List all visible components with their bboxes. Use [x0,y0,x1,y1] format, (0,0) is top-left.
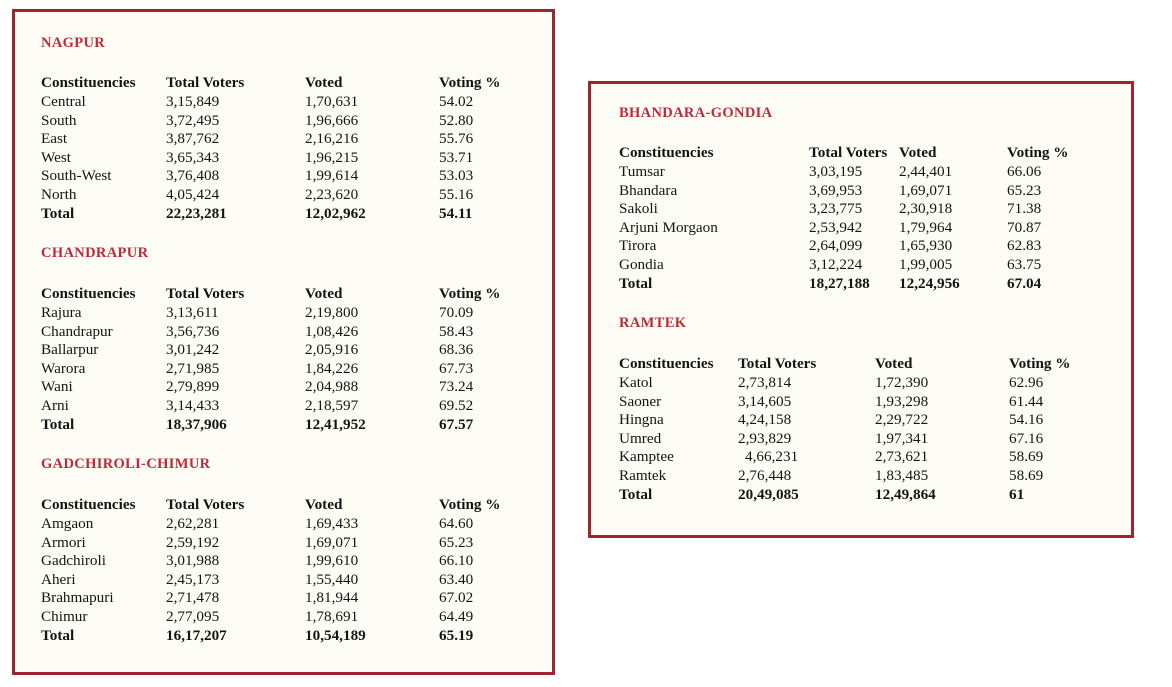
cell-constituency: Bhandara [619,181,678,199]
cell-voting-pct: 66.10 [439,552,474,570]
table-row [619,430,1089,449]
col-header-constituencies: Constituencies [619,144,714,161]
section-nagpur [41,35,519,223]
col-header-voting-pct: Voting % [439,285,501,302]
cell-total-voters: 22,23,281 [166,204,227,222]
table-row [41,552,519,571]
cell-constituency: Hingna [619,411,664,429]
cell-constituency: Tumsar [619,163,665,180]
cell-voting-pct: 54.16 [1009,411,1044,429]
table-row [619,200,1087,219]
cell-constituency: Ballarpur [41,341,99,359]
cell-total-label: Total [41,204,75,222]
cell-total-label: Total [41,626,75,644]
cell-voted: 1,65,930 [899,237,953,255]
cell-voting-pct: 58.43 [439,322,474,340]
cell-constituency: Arni [41,396,69,414]
table-row [619,374,1089,393]
table-total-row [41,205,519,224]
cell-voting-pct: 52.80 [439,111,474,129]
table-header-row [619,142,1087,163]
cell-constituency: Brahmapuri [41,589,114,607]
cell-voting-pct: 65.19 [439,626,474,644]
cell-constituency: Chandrapur [41,322,113,340]
cell-constituency: Katol [619,374,653,391]
cell-voted: 1,96,666 [305,111,359,129]
cell-voted: 1,99,614 [305,167,359,185]
cell-voting-pct: 67.73 [439,359,474,377]
section-heading-gadchiroli-chimur: GADCHIROLI-CHIMUR [41,456,211,472]
cell-constituency: Amgaon [41,515,94,532]
cell-voted: 2,04,988 [305,378,359,396]
cell-constituency: Umred [619,429,662,447]
table-row [41,360,519,379]
table-total-row [619,275,1087,294]
table-row [41,515,519,534]
section-chandrapur [41,245,519,434]
cell-total-voters: 2,71,478 [166,589,220,607]
cell-voting-pct: 67.02 [439,589,474,607]
cell-constituency: Aheri [41,570,76,588]
col-header-total-voters: Total Voters [166,285,245,302]
cell-total-voters: 4,05,424 [166,185,220,203]
cell-voted: 1,08,426 [305,322,359,340]
col-header-constituencies: Constituencies [41,496,136,513]
cell-constituency: Sakoli [619,200,658,218]
col-header-total-voters: Total Voters [809,144,888,161]
cell-voted: 2,18,597 [305,396,359,414]
cell-voting-pct: 58.69 [1009,448,1044,466]
cell-voting-pct: 69.52 [439,396,474,414]
section-heading-ramtek: RAMTEK [619,315,687,331]
table-row [41,341,519,360]
cell-total-voters: 3,03,195 [809,163,863,180]
cell-total-voters: 3,14,605 [738,392,792,410]
col-header-voted: Voted [305,496,343,513]
cell-voting-pct: 67.57 [439,415,474,433]
cell-total-voters: 4,24,158 [738,411,792,429]
table-row [41,186,519,205]
cell-voting-pct: 53.03 [439,167,474,185]
cell-voting-pct: 62.96 [1009,374,1044,391]
cell-voting-pct: 64.60 [439,515,474,532]
cell-total-voters: 3,14,433 [166,396,220,414]
section-heading-bhandara-gondia: BHANDARA-GONDIA [619,105,773,121]
cell-total-voters: 3,01,988 [166,552,220,570]
table-row [619,163,1087,182]
col-header-constituencies: Constituencies [619,355,714,372]
table-row [41,130,519,149]
col-header-total-voters: Total Voters [166,496,245,513]
table-row [619,256,1087,275]
cell-constituency: East [41,130,68,148]
table-ramtek [619,353,1089,504]
cell-total-voters: 3,65,343 [166,148,220,166]
cell-voted: 12,02,962 [305,204,366,222]
cell-total-voters: 3,13,611 [166,304,219,321]
table-row [619,219,1087,238]
cell-voting-pct: 54.02 [439,93,474,110]
cell-total-voters: 2,64,099 [809,237,863,255]
cell-total-voters: 3,56,736 [166,322,220,340]
cell-total-voters: 18,37,906 [166,415,227,433]
section-bhandara-gondia [619,105,1087,293]
cell-voted: 1,81,944 [305,589,359,607]
cell-voted: 1,96,215 [305,148,359,166]
cell-total-voters: 2,45,173 [166,570,220,588]
col-header-voting-pct: Voting % [1007,144,1069,161]
table-header-row [41,494,519,515]
cell-voting-pct: 70.87 [1007,218,1042,236]
col-header-total-voters: Total Voters [738,355,817,372]
col-header-voting-pct: Voting % [439,74,501,91]
cell-total-voters: 3,12,224 [809,255,863,273]
table-row [41,323,519,342]
cell-voting-pct: 68.36 [439,341,474,359]
cell-voting-pct: 67.04 [1007,274,1042,292]
cell-voted: 12,49,864 [875,485,936,503]
cell-voted: 2,73,621 [875,448,929,466]
col-header-voting-pct: Voting % [439,496,501,513]
col-header-voted: Voted [899,144,937,161]
cell-voted: 1,69,433 [305,515,359,532]
table-bhandara-gondia [619,142,1087,293]
cell-total-voters: 2,77,095 [166,607,220,625]
right-panel [588,81,1134,538]
cell-voting-pct: 62.83 [1007,237,1042,255]
col-header-total-voters: Total Voters [166,74,245,91]
cell-total-voters: 2,79,899 [166,378,220,396]
cell-voted: 1,79,964 [899,218,953,236]
col-header-voting-pct: Voting % [1009,355,1071,372]
col-header-voted: Voted [305,285,343,302]
cell-constituency: Warora [41,359,86,377]
table-row [41,149,519,168]
table-header-row [619,353,1089,374]
cell-constituency: West [41,148,71,166]
cell-voting-pct: 70.09 [439,304,474,321]
cell-constituency: Central [41,93,86,110]
table-row [41,608,519,627]
cell-voted: 12,24,956 [899,274,960,292]
cell-total-voters: 3,69,953 [809,181,863,199]
cell-voting-pct: 63.40 [439,570,474,588]
cell-constituency: Chimur [41,607,88,625]
cell-total-label: Total [41,415,75,433]
table-row [41,112,519,131]
cell-voted: 1,99,610 [305,552,359,570]
cell-total-voters: 3,01,242 [166,341,220,359]
cell-voting-pct: 65.23 [1007,181,1042,199]
cell-total-voters: 20,49,085 [738,485,799,503]
cell-constituency: South [41,111,77,129]
section-heading-chandrapur: CHANDRAPUR [41,245,149,261]
cell-constituency: Wani [41,378,73,396]
cell-total-voters: 2,93,829 [738,429,792,447]
cell-voting-pct: 63.75 [1007,255,1042,273]
table-chandrapur [41,283,519,434]
table-row [619,467,1089,486]
table-row [41,534,519,553]
table-row [619,411,1089,430]
cell-voting-pct: 64.49 [439,607,474,625]
cell-voted: 2,30,918 [899,200,953,218]
cell-voted: 1,84,226 [305,359,359,377]
cell-voted: 12,41,952 [305,415,366,433]
cell-constituency: Arjuni Morgaon [619,218,718,236]
cell-voted: 1,83,485 [875,466,929,484]
cell-total-voters: 3,76,408 [166,167,220,185]
cell-voted: 2,23,620 [305,185,359,203]
table-row [619,393,1089,412]
cell-voting-pct: 58.69 [1009,466,1044,484]
cell-total-voters: 2,59,192 [166,533,220,551]
section-ramtek [619,315,1089,504]
table-row [619,237,1087,256]
cell-constituency: Saoner [619,392,662,410]
table-row [41,304,519,323]
cell-total-voters: 4,66,231 [745,448,799,466]
section-gadchiroli-chimur [41,456,519,645]
cell-voted: 1,99,005 [899,255,953,273]
cell-voted: 1,72,390 [875,374,929,391]
cell-constituency: Gondia [619,255,664,273]
table-nagpur [41,72,519,223]
cell-total-voters: 2,73,814 [738,374,792,391]
cell-constituency: Tirora [619,237,657,255]
table-row [41,378,519,397]
table-total-row [619,486,1089,505]
cell-constituency: Armori [41,533,86,551]
cell-voted: 2,44,401 [899,163,953,180]
table-gadchiroli-chimur [41,494,519,645]
table-row [41,93,519,112]
cell-voting-pct: 71.38 [1007,200,1042,218]
cell-total-voters: 16,17,207 [166,626,227,644]
table-total-row [41,416,519,435]
cell-voting-pct: 65.23 [439,533,474,551]
cell-total-voters: 3,72,495 [166,111,220,129]
cell-voting-pct: 54.11 [439,204,473,222]
cell-constituency: Ramtek [619,466,667,484]
table-header-row [41,283,519,304]
cell-voted: 1,69,071 [305,533,359,551]
cell-voted: 2,16,216 [305,130,359,148]
cell-voted: 1,70,631 [305,93,359,110]
cell-voting-pct: 61 [1009,485,1025,503]
cell-constituency: Gadchiroli [41,552,106,570]
cell-total-voters: 3,23,775 [809,200,863,218]
cell-voted: 1,97,341 [875,429,929,447]
cell-total-voters: 2,76,448 [738,466,792,484]
table-row [41,167,519,186]
cell-constituency: Kamptee [619,448,674,466]
cell-constituency: South-West [41,167,112,185]
col-header-voted: Voted [875,355,913,372]
cell-voted: 2,19,800 [305,304,359,321]
cell-voting-pct: 66.06 [1007,163,1042,180]
left-panel [12,9,555,675]
cell-voted: 1,93,298 [875,392,929,410]
table-header-row [41,72,519,93]
col-header-voted: Voted [305,74,343,91]
cell-voted: 1,55,440 [305,570,359,588]
cell-voted: 2,05,916 [305,341,359,359]
section-heading-nagpur: NAGPUR [41,35,106,51]
cell-voting-pct: 67.16 [1009,429,1044,447]
cell-constituency: North [41,185,77,203]
table-row [619,182,1087,201]
cell-total-voters: 18,27,188 [809,274,870,292]
cell-total-label: Total [619,274,653,292]
cell-voting-pct: 61.44 [1009,392,1044,410]
table-row [41,571,519,590]
table-row [619,448,1089,467]
cell-voted: 2,29,722 [875,411,929,429]
cell-voted: 10,54,189 [305,626,366,644]
cell-voted: 1,78,691 [305,607,359,625]
cell-total-label: Total [619,485,653,503]
cell-total-voters: 2,62,281 [166,515,220,532]
col-header-constituencies: Constituencies [41,74,136,91]
col-header-constituencies: Constituencies [41,285,136,302]
cell-voting-pct: 55.76 [439,130,474,148]
cell-total-voters: 3,15,849 [166,93,220,110]
cell-total-voters: 2,71,985 [166,359,220,377]
table-total-row [41,627,519,646]
table-row [41,589,519,608]
table-row [41,397,519,416]
cell-voted: 1,69,071 [899,181,953,199]
cell-voting-pct: 55.16 [439,185,474,203]
cell-voting-pct: 73.24 [439,378,474,396]
cell-constituency: Rajura [41,304,82,321]
cell-voting-pct: 53.71 [439,148,474,166]
cell-total-voters: 2,53,942 [809,218,863,236]
cell-total-voters: 3,87,762 [166,130,220,148]
